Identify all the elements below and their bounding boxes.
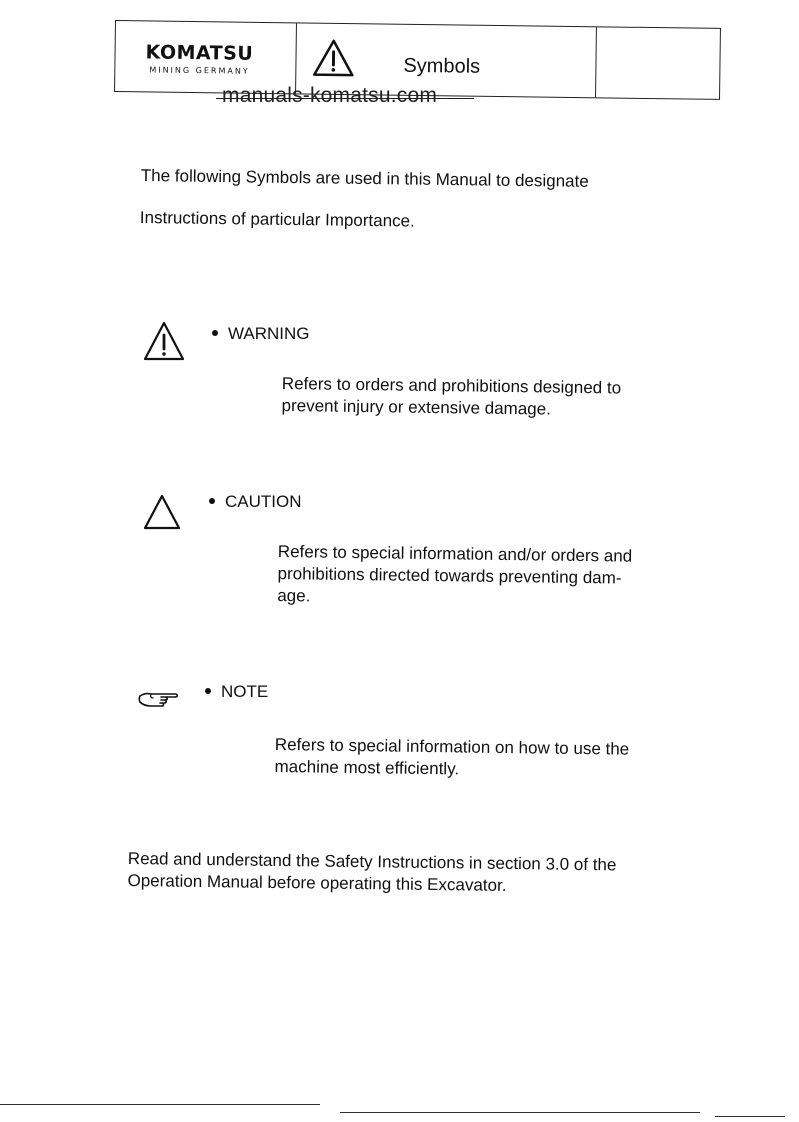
- footer-note-line: Operation Manual before operating this Excavator.: [127, 870, 507, 895]
- warning-description: [281, 373, 621, 421]
- page-bottom-line: [0, 1104, 320, 1105]
- warning-triangle-icon: [311, 38, 356, 79]
- caution-label: CAUTION: [225, 492, 302, 511]
- caution-description-line: age.: [277, 585, 311, 606]
- note-description-line: machine most efficiently.: [274, 756, 460, 779]
- header-divider-right: [595, 27, 597, 97]
- caution-item: [209, 492, 302, 512]
- caution-description-line: prohibitions directed towards preventing dam-: [277, 563, 622, 588]
- warning-exclamation-triangle-icon: [142, 320, 186, 362]
- pointing-hand-icon: [137, 688, 181, 712]
- intro-line-2: Instructions of particular Importance.: [139, 207, 415, 231]
- note-description-line: Refers to special information on how to use the: [274, 734, 630, 759]
- page-bottom-line: [715, 1116, 785, 1117]
- logo-subtext: MINING GERMANY: [149, 65, 250, 76]
- bullet-icon: [212, 330, 218, 336]
- header-divider: [295, 23, 297, 93]
- footer-note-line: Read and understand the Safety Instructions in section 3.0 of the: [127, 848, 617, 875]
- warning-description-line: Refers to orders and prohibitions designed to: [281, 373, 622, 398]
- page-title: Symbols: [403, 54, 481, 78]
- warning-label: WARNING: [228, 324, 310, 343]
- page-bottom-line: [340, 1112, 700, 1113]
- note-item: [205, 682, 268, 702]
- watermark-strike-line: [216, 98, 474, 99]
- note-description: [274, 734, 629, 783]
- note-label: NOTE: [221, 682, 269, 701]
- safety-instructions-note: [127, 848, 616, 898]
- komatsu-logo: KOMATSU: [145, 41, 254, 65]
- watermark-text: manuals-komatsu.com: [222, 84, 438, 107]
- warning-item: [212, 324, 310, 344]
- bullet-icon: [209, 498, 215, 504]
- caution-description-line: Refers to special information and/or orders and: [277, 541, 633, 566]
- intro-line-1: The following Symbols are used in this Manual to designate: [140, 165, 589, 191]
- warning-description-line: prevent injury or extensive damage.: [281, 395, 551, 419]
- caution-description: [277, 541, 632, 612]
- caution-triangle-icon: [142, 493, 182, 531]
- bullet-icon: [205, 688, 211, 694]
